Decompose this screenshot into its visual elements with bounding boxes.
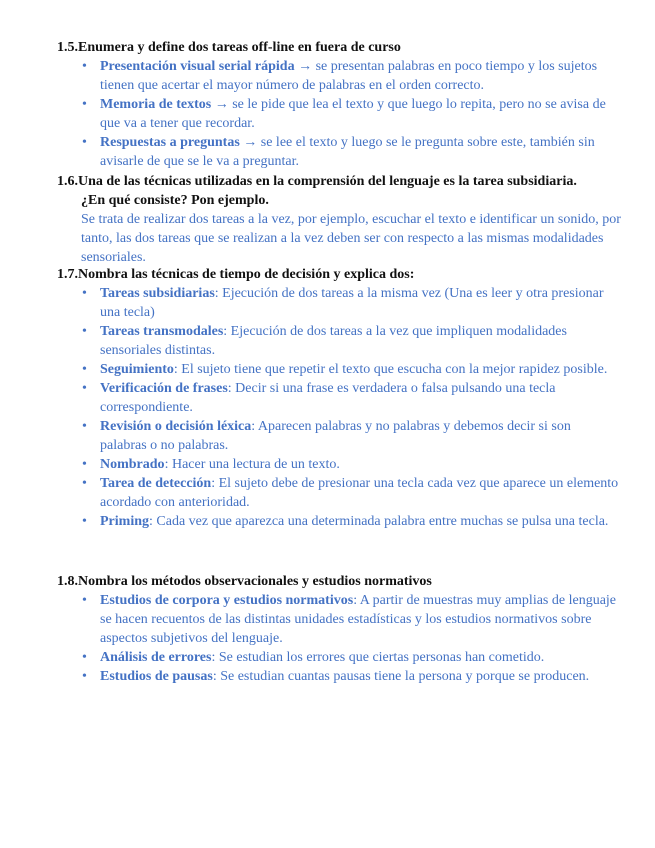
item-term: Análisis de errores (100, 650, 212, 665)
section-answer: Se trata de realizar dos tareas a la vez, por ejemplo, escuchar el texto e identificar un sonido, por tanto, las dos tareas que se realizan a la vez deben ser con respecto a las mismas modalidades sensoriales. (81, 212, 621, 265)
bullet-icon: • (82, 135, 87, 150)
item-term: Respuestas a preguntas (100, 135, 240, 150)
item-text: : El sujeto debe de presionar una tecla cada vez que aparece un elemento acordado con anterioridad. (100, 476, 619, 510)
bullet-icon: • (82, 324, 87, 339)
list-item (57, 57, 620, 95)
list-item (57, 474, 620, 512)
list-item (57, 379, 620, 417)
item-term: Tareas transmodales (100, 324, 224, 339)
bullet-icon: • (82, 593, 87, 608)
section-heading: 1.8.Nombra los métodos observacionales y estudios normativos (57, 574, 432, 589)
list-item (57, 322, 620, 360)
item-term: Estudios de pausas (100, 669, 213, 684)
item-text: → se presentan palabras en poco tiempo y los sujetos tienen que acertar el mayor número de palabras en el orden correcto. (100, 59, 598, 93)
item-term: Presentación visual serial rápida (100, 59, 295, 74)
bullet-icon: • (82, 419, 87, 434)
bullet-icon: • (82, 381, 87, 396)
list-item (57, 417, 620, 455)
list-item (57, 512, 620, 531)
bullet-icon: • (82, 286, 87, 301)
item-term: Priming (100, 514, 149, 529)
bullet-icon: • (82, 59, 87, 74)
section-1-5 (57, 38, 627, 171)
item-text: : El sujeto tiene que repetir el texto que escucha con la mejor rapidez posible. (173, 362, 608, 377)
item-term: Tareas subsidiarias (100, 286, 215, 301)
item-term: Seguimiento (100, 362, 174, 377)
item-text: → se lee el texto y luego se le pregunta sobre este, también sin avisarle de que se le va a preguntar. (100, 135, 595, 169)
list-item (57, 648, 620, 667)
bullet-icon: • (82, 514, 87, 529)
item-text: : Decir si una frase es verdadera o falsa pulsando una tecla correspondiente. (100, 381, 556, 415)
section-heading-continuation: ¿En qué consiste? Pon ejemplo. (81, 193, 269, 208)
bullet-icon: • (82, 97, 87, 112)
item-text: : Se estudian cuantas pausas tiene la persona y porque se producen. (212, 669, 590, 684)
item-term: Memoria de textos (100, 97, 212, 112)
bullet-icon: • (82, 650, 87, 665)
item-text: : A partir de muestras muy amplias de lenguaje se hacen recuentos de las distintas unidades estadísticas y los estudios normativos sobre aspectos subjetivos del lenguaje. (100, 593, 617, 646)
bullet-icon: • (82, 362, 87, 377)
list-item (57, 667, 620, 686)
list-item (57, 455, 620, 474)
list-item (57, 360, 620, 379)
list-item (57, 95, 620, 133)
section-heading: 1.5.Enumera y define dos tareas off-line en fuera de curso (57, 40, 401, 55)
item-text: : Aparecen palabras y no palabras y debemos decir si son palabras o no palabras. (100, 419, 571, 453)
list-item (57, 591, 620, 648)
bullet-list (57, 284, 627, 531)
section-1-7 (57, 265, 627, 531)
item-text: : Ejecución de dos tareas a la misma vez (Una es leer y otra presionar una tecla) (100, 286, 604, 320)
list-item (57, 133, 620, 171)
list-item (57, 284, 620, 322)
section-heading: 1.6.Una de las técnicas utilizadas en la comprensión del lenguaje es la tarea subsidiaria. (57, 174, 577, 189)
item-term: Verificación de frases (100, 381, 228, 396)
bullet-icon: • (82, 457, 87, 472)
item-text: : Se estudian los errores que ciertas personas han cometido. (211, 650, 545, 665)
item-term: Estudios de corpora y estudios normativos (100, 593, 354, 608)
item-term: Nombrado (100, 457, 165, 472)
bullet-list (57, 57, 627, 171)
item-text: : Hacer una lectura de un texto. (164, 457, 340, 472)
item-text: → se le pide que lea el texto y que luego lo repita, pero no se avisa de que va a tener que recordar. (100, 97, 606, 131)
bullet-list (57, 591, 627, 686)
section-1-8 (57, 572, 627, 686)
item-term: Tarea de detección (100, 476, 212, 491)
item-term: Revisión o decisión léxica (100, 419, 252, 434)
bullet-icon: • (82, 669, 87, 684)
item-text: : Cada vez que aparezca una determinada palabra entre muchas se pulsa una tecla. (149, 514, 609, 529)
section-heading: 1.7.Nombra las técnicas de tiempo de decisión y explica dos: (57, 267, 415, 282)
section-1-6 (57, 172, 627, 267)
item-text: : Ejecución de dos tareas a la vez que impliquen modalidades sensoriales distintas. (100, 324, 567, 358)
bullet-icon: • (82, 476, 87, 491)
